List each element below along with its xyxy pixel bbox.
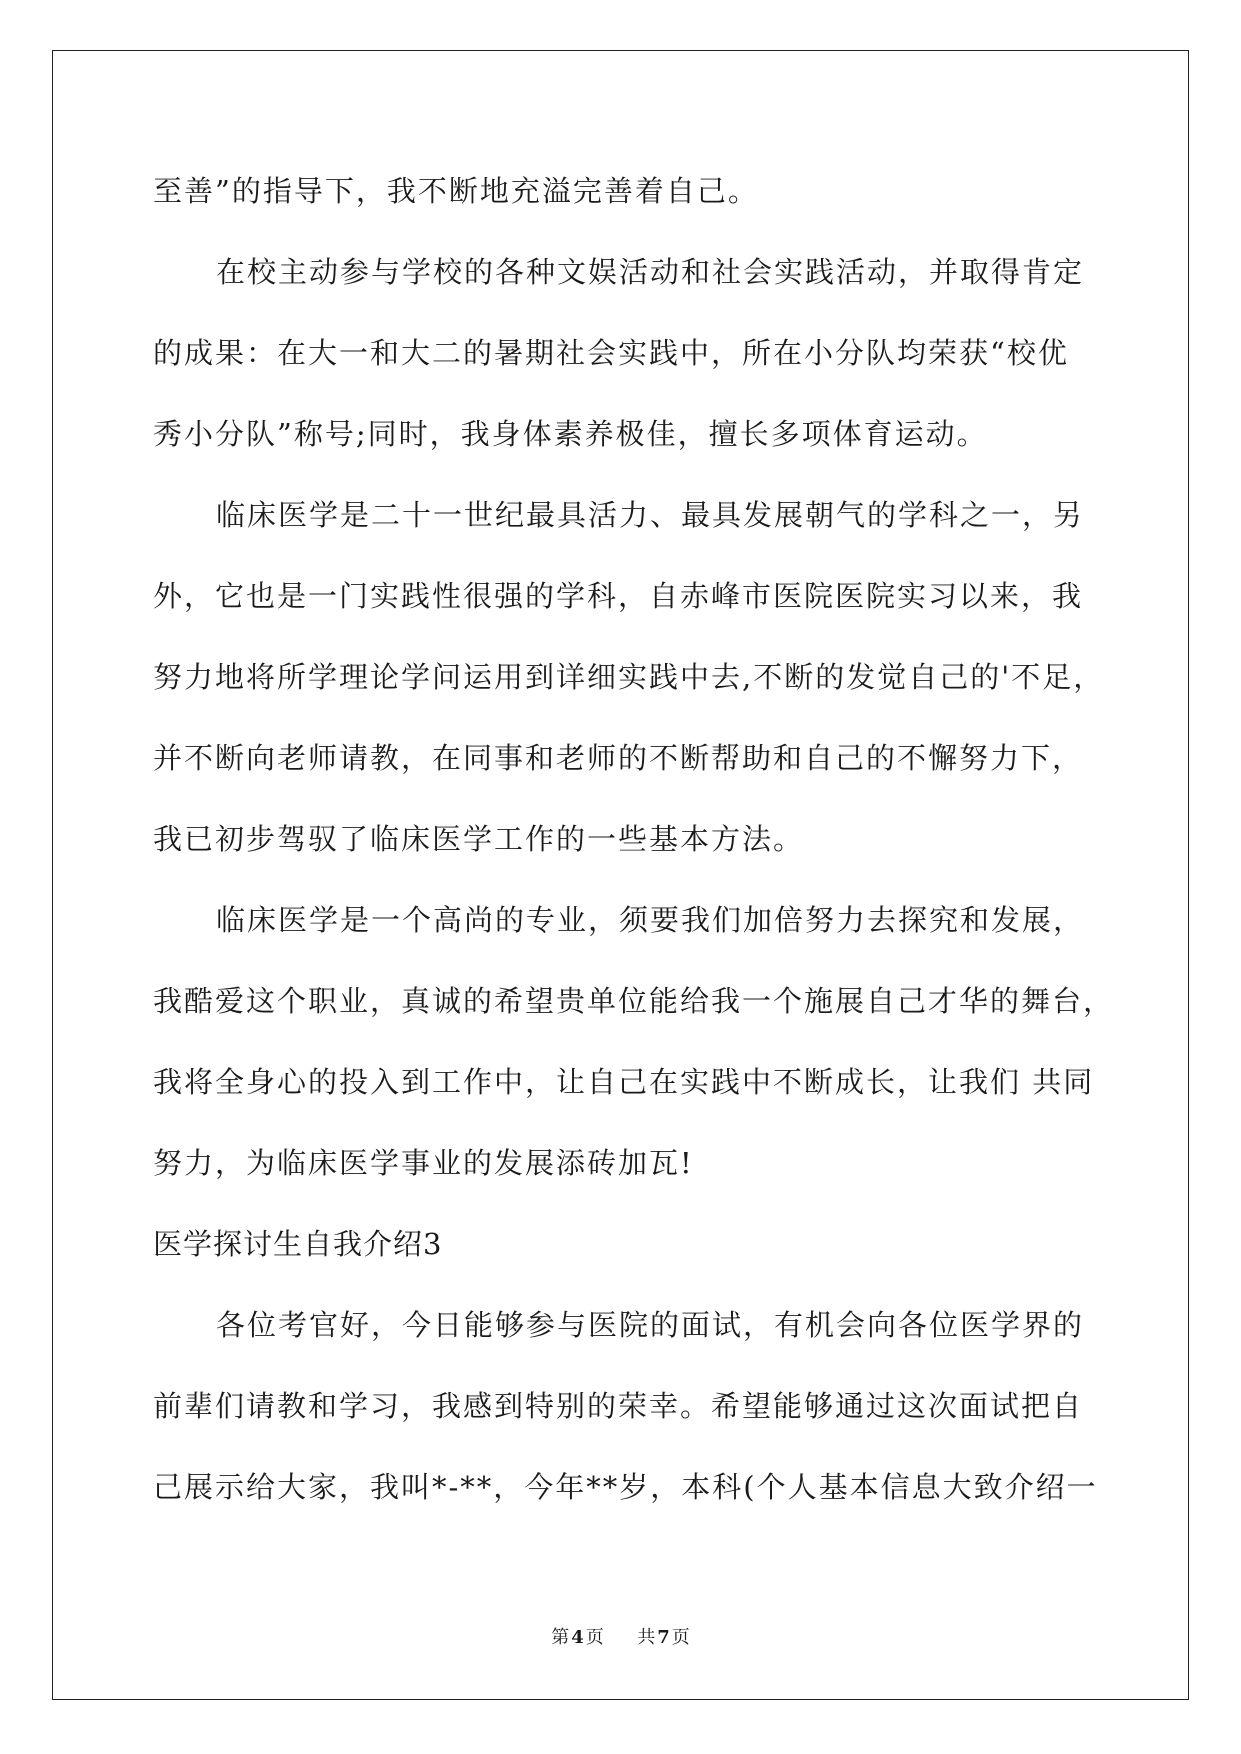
body-line: 各位考官好，今日能够参与医院的面试，有机会向各位医学界的	[216, 1308, 1085, 1342]
paragraph	[153, 151, 1173, 232]
page-footer	[0, 1624, 1241, 1652]
total-prefix: 共	[637, 1627, 656, 1648]
body-line: 至善”的指导下，我不断地充溢完善着自己。	[153, 174, 759, 208]
section-heading: 医学探讨生自我介绍3	[153, 1227, 443, 1261]
body-line: 秀小分队”称号;同时，我身体素养极佳，擅长多项体育运动。	[153, 417, 988, 451]
body-line: 外，它也是一门实践性很强的学科，自赤峰市医院医院实习以来，我	[153, 579, 1084, 613]
paragraph	[153, 1285, 1173, 1528]
body-line: 临床医学是一个高尚的专业，须要我们加倍努力去探究和发展，	[216, 903, 1085, 937]
page-prefix: 第	[551, 1627, 570, 1648]
paragraph	[153, 232, 1173, 475]
paragraph	[153, 880, 1173, 1204]
document-body	[153, 151, 1173, 1528]
body-line: 我酷爱这个职业，真诚的希望贵单位能给我一个施展自己才华的舞台，	[153, 984, 1115, 1018]
body-line: 的成果：在大一和大二的暑期社会实践中，所在小分队均荣获“校优	[153, 336, 1069, 370]
body-line: 努力地将所学理论学问运用到详细实践中去,不断的发觉自己的'不足，	[153, 660, 1105, 694]
body-line: 己展示给大家，我叫*-**，今年**岁，本科(个人基本信息大致介绍一	[153, 1470, 1098, 1504]
total-suffix: 页	[671, 1627, 690, 1648]
body-line: 我将全身心的投入到工作中，让自己在实践中不断成长，让我们 共同	[153, 1065, 1095, 1099]
body-line: 临床医学是二十一世纪最具活力、最具发展朝气的学科之一，另	[216, 498, 1085, 532]
page-number	[551, 1627, 609, 1648]
body-line: 在校主动参与学校的各种文娱活动和社会实践活动，并取得肯定	[216, 255, 1085, 289]
body-line: 前辈们请教和学习，我感到特别的荣幸。希望能够通过这次面试把自	[153, 1389, 1084, 1423]
total-pages	[637, 1627, 690, 1648]
body-line: 我已初步驾驭了临床医学工作的一些基本方法。	[153, 822, 805, 856]
current-page-number: 4	[571, 1627, 584, 1648]
paragraph	[153, 475, 1173, 880]
body-line: 并不断向老师请教，在同事和老师的不断帮助和自己的不懈努力下，	[153, 741, 1084, 775]
page-suffix: 页	[585, 1627, 604, 1648]
body-line: 努力，为临床医学事业的发展添砖加瓦!	[153, 1146, 694, 1180]
total-pages-number: 7	[657, 1627, 670, 1648]
